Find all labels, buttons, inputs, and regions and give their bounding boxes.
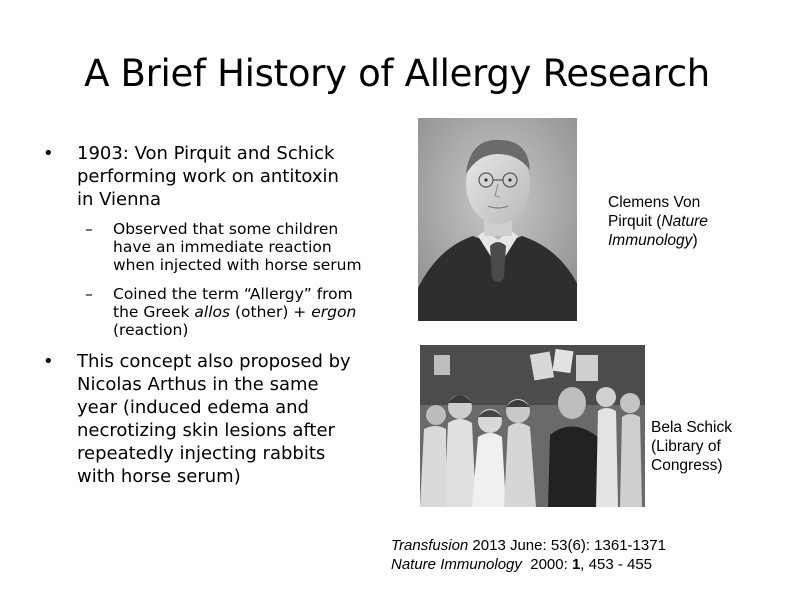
sub-bullet-line: Observed that some children bbox=[113, 220, 339, 238]
sub-bullet-text bbox=[113, 220, 390, 274]
slide-title: A Brief History of Allergy Research bbox=[84, 52, 710, 95]
portrait-image bbox=[418, 118, 577, 321]
sub-bullet-marker: – bbox=[85, 285, 93, 303]
citation-detail: , 453 - 455 bbox=[580, 556, 653, 573]
text-run: ) bbox=[692, 232, 698, 249]
bullet-line: with horse serum) bbox=[77, 466, 241, 487]
source-italic: Immunology bbox=[608, 232, 693, 249]
journal-name: Nature Immunology bbox=[391, 556, 522, 573]
journal-name: Transfusion bbox=[391, 537, 469, 554]
caption-line: Congress) bbox=[651, 457, 723, 474]
text-run: Pirquit ( bbox=[608, 213, 662, 230]
references bbox=[391, 536, 666, 574]
bullet-line: 1903: Von Pirquit and Schick bbox=[77, 143, 335, 164]
bullet-line: Nicolas Arthus in the same bbox=[77, 374, 319, 395]
sub-bullet-line: Coined the term “Allergy” from bbox=[113, 285, 353, 303]
sub-bullet-line: have an immediate reaction bbox=[113, 238, 332, 256]
caption-pirquet bbox=[608, 193, 708, 250]
text-run: the Greek bbox=[113, 303, 195, 321]
bullet-arthus bbox=[30, 350, 385, 488]
source-italic: Nature bbox=[661, 213, 708, 230]
caption-line bbox=[608, 213, 708, 230]
bullet-line: in Vienna bbox=[77, 189, 161, 210]
volume-number: 1 bbox=[571, 556, 581, 573]
bullet-line: performing work on antitoxin bbox=[77, 166, 339, 187]
bullet-text bbox=[77, 142, 385, 211]
sub-bullet-coined bbox=[30, 285, 390, 339]
term-allos: allos bbox=[194, 303, 231, 321]
bullet-marker: • bbox=[43, 143, 54, 164]
bullet-line: year (induced edema and bbox=[77, 397, 309, 418]
caption-line: Clemens Von bbox=[608, 194, 701, 211]
caption-line: (Library of bbox=[651, 438, 721, 455]
caption-schick bbox=[651, 418, 732, 475]
bullet-marker: • bbox=[43, 351, 54, 372]
photo-pirquet-portrait bbox=[418, 118, 577, 321]
sub-bullet-line: (reaction) bbox=[113, 321, 189, 339]
caption-line bbox=[608, 232, 698, 249]
citation-detail: 2000: bbox=[521, 556, 572, 573]
bullet-line: necrotizing skin lesions after bbox=[77, 420, 335, 441]
sub-bullet-text bbox=[113, 285, 390, 339]
group-photo-image bbox=[420, 345, 645, 507]
bullet-text bbox=[77, 350, 385, 488]
bullet-1903 bbox=[30, 142, 385, 211]
bullet-line: This concept also proposed by bbox=[77, 351, 351, 372]
sub-bullet-marker: – bbox=[85, 220, 93, 238]
photo-schick-children bbox=[420, 345, 645, 507]
text-run: (other) + bbox=[230, 303, 312, 321]
bullet-line: repeatedly injecting rabbits bbox=[77, 443, 326, 464]
reference-transfusion bbox=[391, 536, 666, 555]
term-ergon: ergon bbox=[311, 303, 357, 321]
citation-detail: 2013 June: 53(6): 1361-1371 bbox=[468, 537, 666, 554]
sub-bullet-line: when injected with horse serum bbox=[113, 256, 362, 274]
caption-line: Bela Schick bbox=[651, 419, 732, 436]
sub-bullet-line bbox=[113, 303, 356, 321]
reference-nature-immunology bbox=[391, 555, 666, 574]
sub-bullet-observed bbox=[30, 220, 390, 274]
